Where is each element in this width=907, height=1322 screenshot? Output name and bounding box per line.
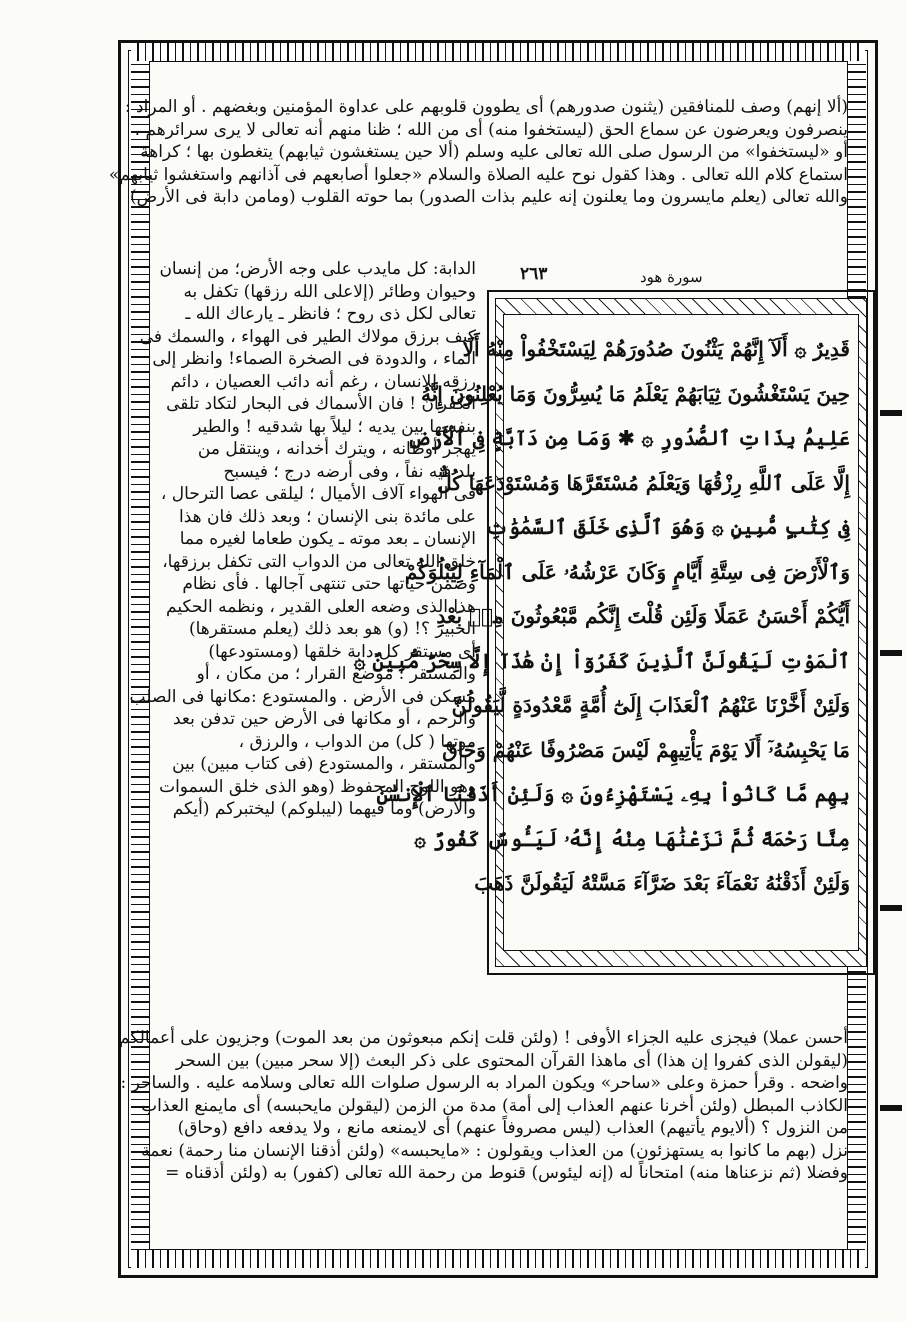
quran-line: بِهِم مَّا كَانُواْ بِهِۦ يَسْتَهْزِءُونَ ۞ وَلَئِنْ أَذَقْنَا ٱلْإِنسَٰنَ <box>376 782 850 806</box>
quran-line: وَلَئِنْ أَذَقْنَٰهُ نَعْمَآءَ بَعْدَ ضَرَّآءَ مَسَّتْهُ لَيَقُولَنَّ ذَهَبَ <box>474 871 850 895</box>
quran-line: مِنَّا رَحْمَةً ثُمَّ نَزَعْنَٰهَا مِنْهُ إِنَّهُۥ لَيَـُٔوسٌ كَفُورٌ ۞ <box>414 826 850 851</box>
commentary-line: واضحه . وقرأ حمزة وعلى «ساحر» ويكون المراد به الرسول صلوات الله تعالى وسلامه عليه . والساحر : <box>120 1073 848 1093</box>
commentary-line: ينصرفون ويعرضون عن سماع الحق (ليستخفوا منه) أى من الله ؛ ظنا منهم أنه تعالى لا يرى سرائرهم ، <box>134 119 848 140</box>
ornament-border-top <box>131 43 865 62</box>
commentary-line: موتها ( كل) من الدواب ، والرزق ، <box>238 731 476 752</box>
commentary-line: أحسن عملا) فيجزى عليه الجزاء الأوفى ! (ولئن قلت إنكم مبعوثون من بعد الموت) وجزيون على أعمالكم <box>119 1028 848 1048</box>
commentary-line: هذا الذى وضعه العلى القدير ، ونظمه الحكيم <box>166 596 476 617</box>
commentary-line: والمستقر ، والمستودع (فى كتاب مبين) بين <box>172 754 476 774</box>
commentary-line: (ليقولن الذى كفروا إن هذا) أى ماهذا القرآن المحتوى على ذكر البعث (إلا سحر مبين) بين السحر <box>175 1050 848 1071</box>
surah-name: سورة هود <box>640 268 703 286</box>
quran-line: قَدِيرٌ ۞ أَلَآ إِنَّهُمْ يَثْنُونَ صُدُورَهُمْ لِيَسْتَخْفُواْ مِنْهُ أَلَا <box>462 337 850 361</box>
quran-line: أَيُّكُمْ أَحْسَنُ عَمَلًا وَلَئِن قُلْتَ إِنَّكُم مَّبْعُوثُونَ مِنۢ بَعْدِ <box>436 604 850 628</box>
commentary-line: وحيوان وطائر (إلاعلى الله رزقها) تكفل به <box>183 281 476 302</box>
quran-line: فِى كِتَٰبٍ مُّبِينٍ ۞ وَهُوَ ٱلَّذِى خَلَقَ ٱلسَّمَٰوَٰتِ <box>484 515 850 539</box>
commentary-line: على مائدة بنى الإنسان ؛ وبعد ذلك فان هذا <box>179 506 476 527</box>
quran-line: إِلَّا عَلَى ٱللَّهِ رِزْقُهَا وَيَعْلَمُ مُسْتَقَرَّهَا وَمُسْتَوْدَعَهَا كُلٌّ <box>437 470 850 495</box>
commentary-line: أى مستقر كل دابة خلقها (ومستودعها) <box>208 641 476 662</box>
commentary-line: وهو اللوح المحفوظ (وهو الذى خلق السموات <box>159 776 476 797</box>
commentary-line: الماء ، والدودة فى الصخرة الصماء! وانظر إلى <box>152 349 476 369</box>
commentary-line: الكفران ! فان الأسماك فى البحار لتكاد تلقى <box>166 394 476 414</box>
commentary-line: والله تعالى (يعلم مايسرون وما يعلنون إنه عليم بذات الصدور) بما حوته القلوب (ومامن دابة فى الأرض) <box>130 187 848 207</box>
quran-line: عَلِيمُۢ بِذَاتِ ٱلصُّدُورِ ۞ ✱ وَمَا مِن دَآبَّةٍ فِى ٱلْأَرْضِ <box>407 426 850 450</box>
commentary-line: وفضلا (ثم نزعناها منه) امتحاناً له (إنه ليئوس) قنوط من رحمة الله تعالى (كفور) به (ولئن أذقناه = <box>165 1163 848 1183</box>
commentary-line: (ألا إنهم) وصف للمنافقين (يثنون صدورهم) أى يطوون قلوبهم على عداوة المؤمنين وبغضهم . أو المراد : <box>124 97 848 117</box>
margin-marker <box>880 650 902 656</box>
commentary-line: يهجر أوطانه ، ويترك أخدانه ، وينتقل من <box>197 439 476 459</box>
commentary-line: تعالى لكل ذى روح ؛ فانظر ـ يارعاك الله ـ <box>185 304 476 324</box>
commentary-line: الكاذب المبطل (ولئن أخرنا عنهم العذاب إلى أمة) مدة من الزمن (ليقولن مايحبسه) أى مايمنع العذاب <box>141 1095 848 1116</box>
commentary-line: خلق الله تعالى من الدواب التى تكفل برزقها، <box>162 551 476 572</box>
quran-line: مَا يَحْبِسُهُۥٓ أَلَا يَوْمَ يَأْتِيهِمْ لَيْسَ مَصْرُوفًا عَنْهُمْ وَحَاقَ <box>442 737 850 762</box>
quran-line: حِينَ يَسْتَغْشُونَ ثِيَابَهُمْ يَعْلَمُ مَا يُسِرُّونَ وَمَا يُعْلِنُونَ إِنَّهُ <box>420 381 850 406</box>
ornament-border-bottom <box>131 1249 865 1268</box>
commentary-line: الدابة: كل مايدب على وجه الأرض؛ من إنسان <box>159 259 476 279</box>
commentary-line: مسكن فى الأرض . والمستودع :مكانها فى الصلب <box>129 686 476 707</box>
quran-line: ٱلْمَوْتِ لَيَقُولَنَّ ٱلَّذِينَ كَفَرُوٓاْ إِنْ هَٰذَآ إِلَّا سِحْرٌ مُّبِينٌ ۞ <box>353 648 850 673</box>
commentary-side <box>129 258 476 821</box>
commentary-line: كيف برزق مولاك الطير فى الهواء ، والسمك فى <box>139 326 476 347</box>
commentary-line: نزل (بهم ما كانوا به يستهزئون) من العذاب ويقولون : «مايحبسه» (ولئن أذقنا الإنسان منا رحمة) نعمة <box>141 1140 848 1161</box>
quran-line: وَٱلْأَرْضَ فِى سِتَّةِ أَيَّامٍ وَكَانَ عَرْشُهُۥ عَلَى ٱلْمَآءِ لِيَبْلُوَكُمْ <box>404 559 850 584</box>
commentary-line: رزقه للانسان ، رغم أنه دائب العصيان ، دائم <box>170 371 476 392</box>
commentary-line: استماع كلام الله تعالى . وهذا كقول نوح عليه الصلاة والسلام «جعلوا أصابعهم فى آذانهم واستغشوا ثيابهم» <box>108 164 848 185</box>
commentary-line: الإنسان ـ بعد موته ـ يكون طعاما لغيره مما <box>179 529 476 549</box>
page-number: ٢٦٣ <box>520 264 548 284</box>
commentary-line: بنفسها بين يديه ؛ ليلاً بها شدقيه ! والطير <box>193 416 476 437</box>
margin-marker <box>880 905 902 911</box>
commentary-line: من النزول ؟ (ألايوم يأتيهم) العذاب (ليس مصروفاً عنهم) أى لايمنعه مانع ، ولا يدفعه دافع (وحاق) <box>177 1118 848 1138</box>
commentary-line: بلد فيه نفاً ، وفى أرضه درج ؛ فيسبح <box>223 461 476 482</box>
commentary-line: فى الهواء آلاف الأميال ؛ ليلقى عصا الترحال ، <box>160 484 476 504</box>
quran-line: وَلَئِنْ أَخَّرْنَا عَنْهُمُ ٱلْعَذَابَ إِلَىٰٓ أُمَّةٍ مَّعْدُودَةٍ لَّيَقُولُنَّ <box>451 693 850 717</box>
commentary-line: أو «ليستخفوا» من الرسول صلى الله تعالى عليه وسلم (ألا حين يستغشون ثيابهم) يتغطون بها ؛ كراهة <box>140 142 848 162</box>
commentary-line: والمستقر : موضع القرار ؛ من مكان ، أو <box>196 664 476 684</box>
commentary-line: والرحم ، أو مكانها فى الأرض حين تدفن بعد <box>172 709 476 729</box>
commentary-line: الخبير ؟! (و) هو بعد ذلك (يعلم مستقرها) <box>188 619 476 639</box>
commentary-top <box>108 96 848 209</box>
ornament-border-left <box>131 61 150 1249</box>
commentary-bottom <box>119 1027 848 1185</box>
commentary-line: وضمن حياتها حتى تنتهى آجالها . فأى نظام <box>182 574 476 594</box>
margin-marker <box>880 1105 902 1111</box>
commentary-line: والأرض) وما فيهما (ليبلوكم) ليختبركم (أيكم <box>172 799 476 819</box>
margin-marker <box>880 410 902 416</box>
